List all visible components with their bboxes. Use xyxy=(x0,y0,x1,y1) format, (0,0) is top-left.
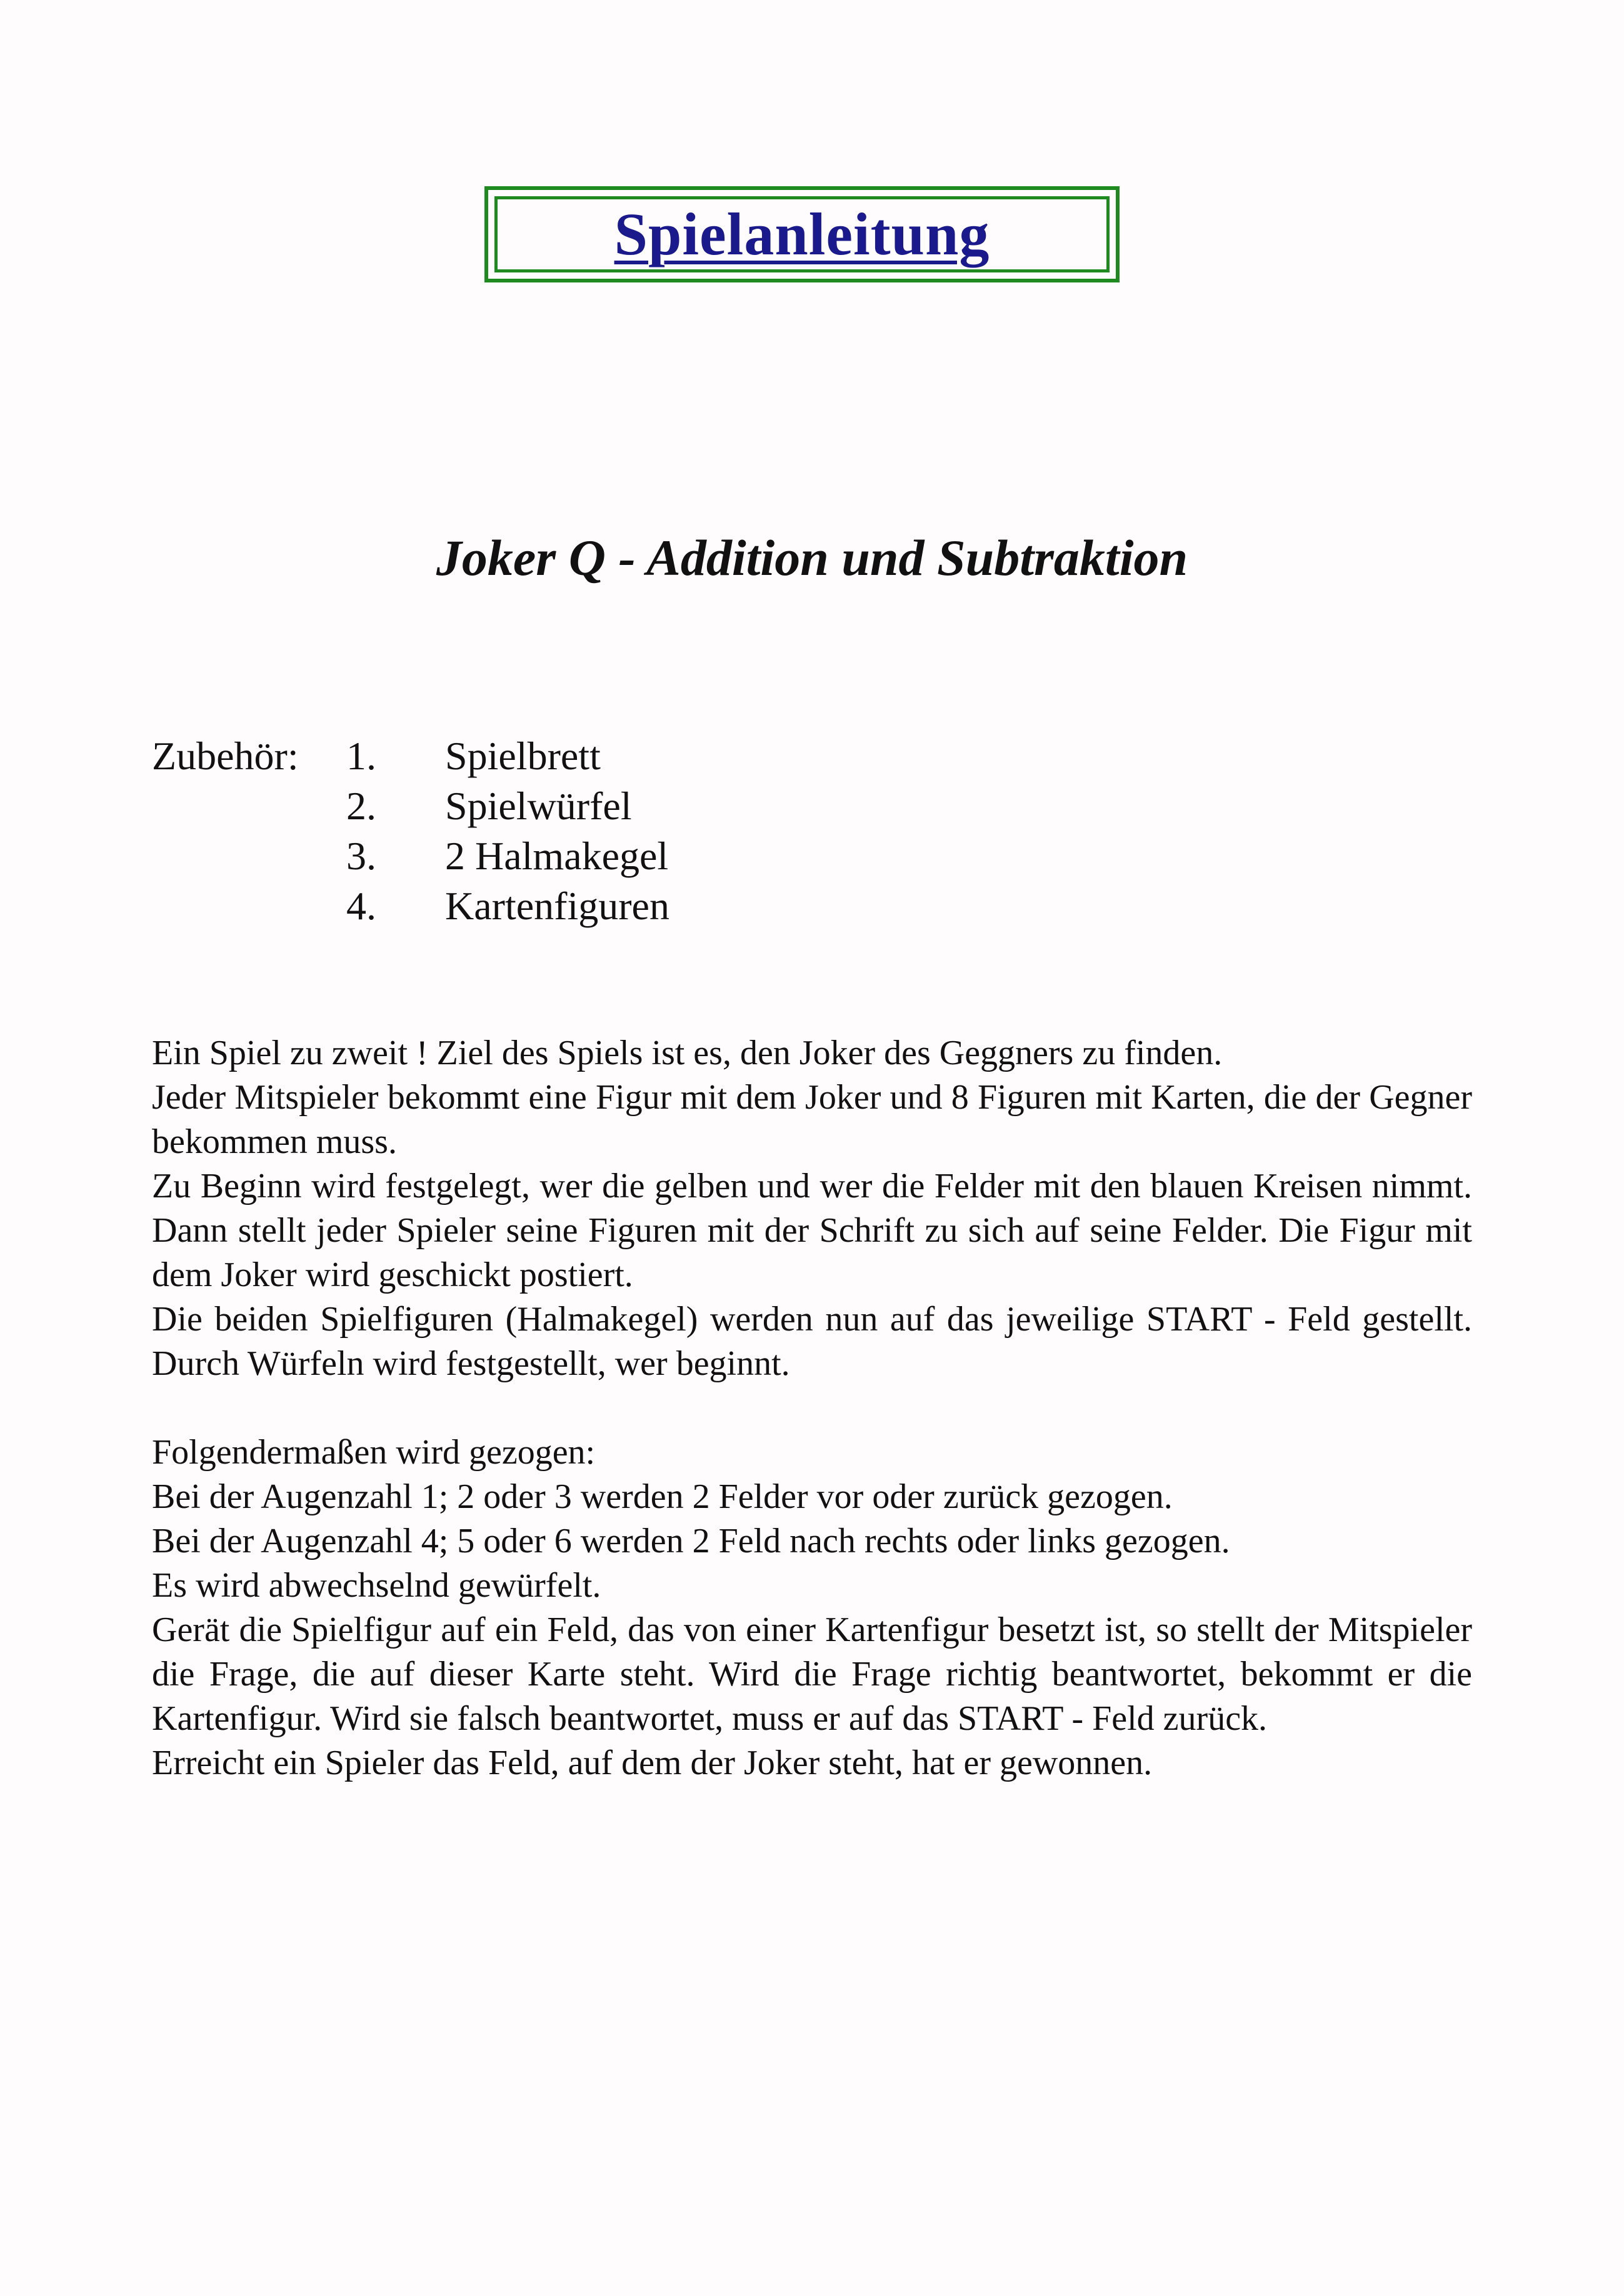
accessory-number: 2. xyxy=(346,784,376,828)
paragraph-spacer xyxy=(152,1386,1472,1430)
rules-paragraph: Es wird abwechselnd gewürfelt. xyxy=(152,1566,601,1605)
accessory-number: 4. xyxy=(346,884,376,928)
accessory-number: 3. xyxy=(346,834,376,878)
accessories-label: Zubehör: xyxy=(152,734,299,778)
accessory-number: 1. xyxy=(346,734,376,778)
title-box xyxy=(484,186,1120,282)
game-subtitle: Joker Q - Addition und Subtraktion xyxy=(436,529,1188,586)
rules-paragraph: Bei der Augenzahl 1; 2 oder 3 werden 2 Felder vor oder zurück gezogen. xyxy=(152,1477,1173,1516)
accessory-text: Kartenfiguren xyxy=(445,884,669,928)
title-box-inner-border xyxy=(494,196,1110,272)
rules-paragraph: Folgendermaßen wird gezogen: xyxy=(152,1433,596,1472)
intro-paragraph: Die beiden Spielfiguren (Halmakegel) werden nun auf das jeweilige START - Feld gestellt. Durch Würfeln wird festgestellt, wer beginnt. xyxy=(152,1300,1472,1383)
rules-body xyxy=(152,1031,1472,1785)
intro-paragraph: Ein Spiel zu zweit ! Ziel des Spiels ist es, den Joker des Geggners zu finden. xyxy=(152,1034,1223,1072)
intro-paragraph: Jeder Mitspieler bekommt eine Figur mit dem Joker und 8 Figuren mit Karten, die der Gegner bekommen muss. xyxy=(152,1078,1472,1161)
accessory-text: Spielbrett xyxy=(445,734,601,778)
rules-paragraph: Bei der Augenzahl 4; 5 oder 6 werden 2 Feld nach rechts oder links gezogen. xyxy=(152,1522,1230,1560)
intro-paragraph: Zu Beginn wird festgelegt, wer die gelben und wer die Felder mit den blauen Kreisen nimmt. Dann stellt jeder Spieler seine Figuren mit der Schrift zu sich auf seine Felder. Die Figur mit dem Joker wird geschickt postiert. xyxy=(152,1167,1472,1294)
page-title: Spielanleitung xyxy=(614,201,990,267)
accessory-text: Spielwürfel xyxy=(445,784,632,828)
rules-paragraph: Gerät die Spielfigur auf ein Feld, das von einer Kartenfigur besetzt ist, so stellt der Mitspieler die Frage, die auf dieser Karte steht. Wird die Frage richtig beantwortet, bekommt er die Kartenfigur. Wird sie falsch beantwortet, muss er auf das START - Feld zurück. xyxy=(152,1610,1472,1738)
rules-paragraph: Erreicht ein Spieler das Feld, auf dem der Joker steht, hat er gewonnen. xyxy=(152,1744,1153,1782)
accessory-text: 2 Halmakegel xyxy=(445,834,669,878)
